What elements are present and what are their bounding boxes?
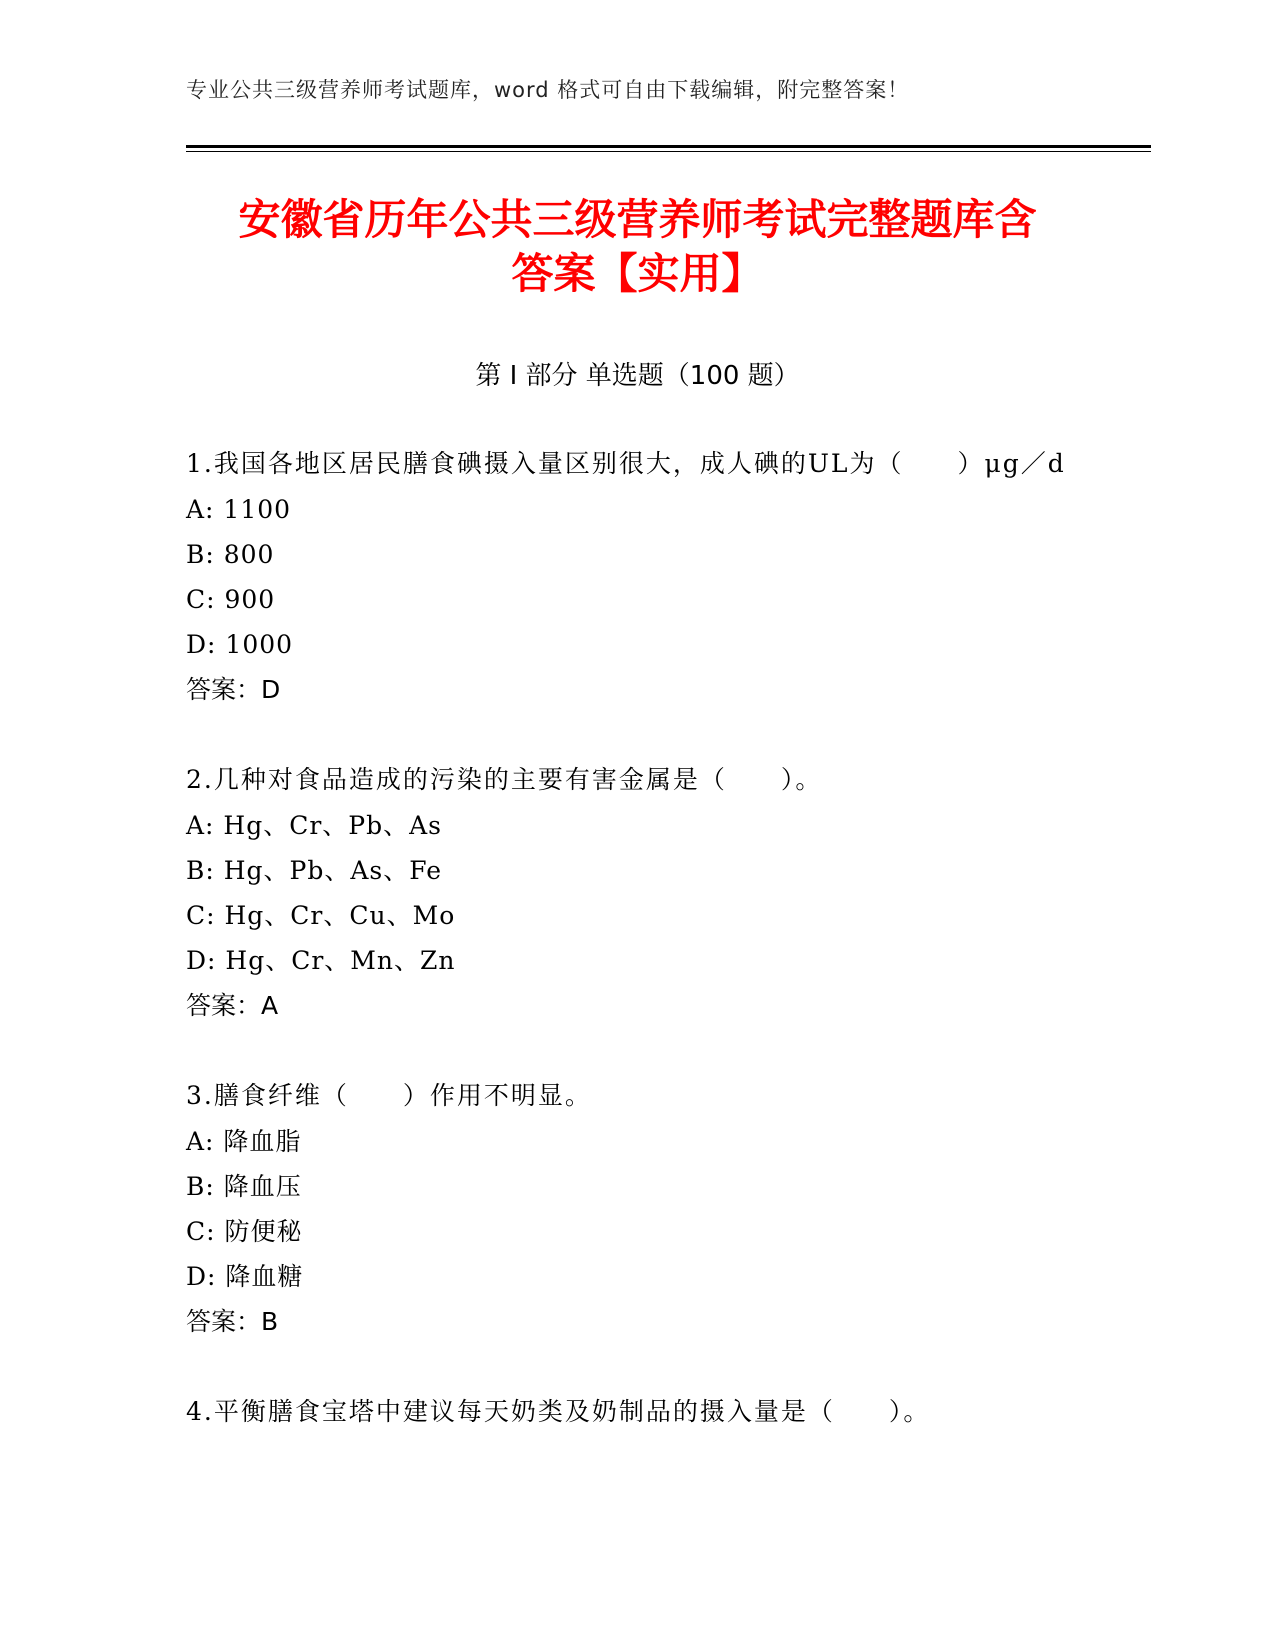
- option-c: C: Hg、Cr、Cu、Mo: [186, 901, 456, 930]
- answer: 答案：A: [186, 991, 279, 1020]
- document-title-line-1: 安徽省历年公共三级营养师考试完整题库含: [238, 195, 1037, 244]
- question-stem: 3.膳食纤维（ ）作用不明显。: [186, 1081, 592, 1110]
- question-stem: 4.平衡膳食宝塔中建议每天奶类及奶制品的摄入量是（ ）。: [186, 1397, 931, 1426]
- option-b: B: 降血压: [186, 1172, 302, 1201]
- question-2: [186, 757, 1086, 1029]
- question-list: [186, 441, 1086, 1479]
- question-4: [186, 1389, 1086, 1435]
- option-c: C: 防便秘: [186, 1217, 303, 1246]
- header-rule-thin: [186, 151, 1151, 152]
- option-d: D: Hg、Cr、Mn、Zn: [186, 946, 456, 975]
- document-title: [186, 193, 1089, 301]
- option-c: C: 900: [186, 585, 276, 614]
- document-title-line-2: 答案【实用】: [511, 249, 764, 298]
- option-a: A: 1100: [186, 495, 292, 524]
- option-d: D: 降血糖: [186, 1262, 304, 1291]
- question-stem: 1.我国各地区居民膳食碘摄入量区别很大，成人碘的UL为（ ）μg／d: [186, 449, 1066, 478]
- section-title: 第 I 部分 单选题（100 题）: [475, 361, 800, 391]
- header-rule-thick: [186, 145, 1151, 148]
- option-b: B: 800: [186, 540, 275, 569]
- question-3: [186, 1073, 1086, 1345]
- option-a: A: Hg、Cr、Pb、As: [186, 811, 443, 840]
- option-d: D: 1000: [186, 630, 294, 659]
- question-1: [186, 441, 1086, 713]
- header-note: 专业公共三级营养师考试题库，word 格式可自由下载编辑，附完整答案！: [186, 78, 910, 102]
- question-stem: 2.几种对食品造成的污染的主要有害金属是（ ）。: [186, 765, 823, 794]
- option-a: A: 降血脂: [186, 1127, 302, 1156]
- option-b: B: Hg、Pb、As、Fe: [186, 856, 443, 885]
- answer: 答案：D: [186, 675, 281, 704]
- answer: 答案：B: [186, 1307, 279, 1336]
